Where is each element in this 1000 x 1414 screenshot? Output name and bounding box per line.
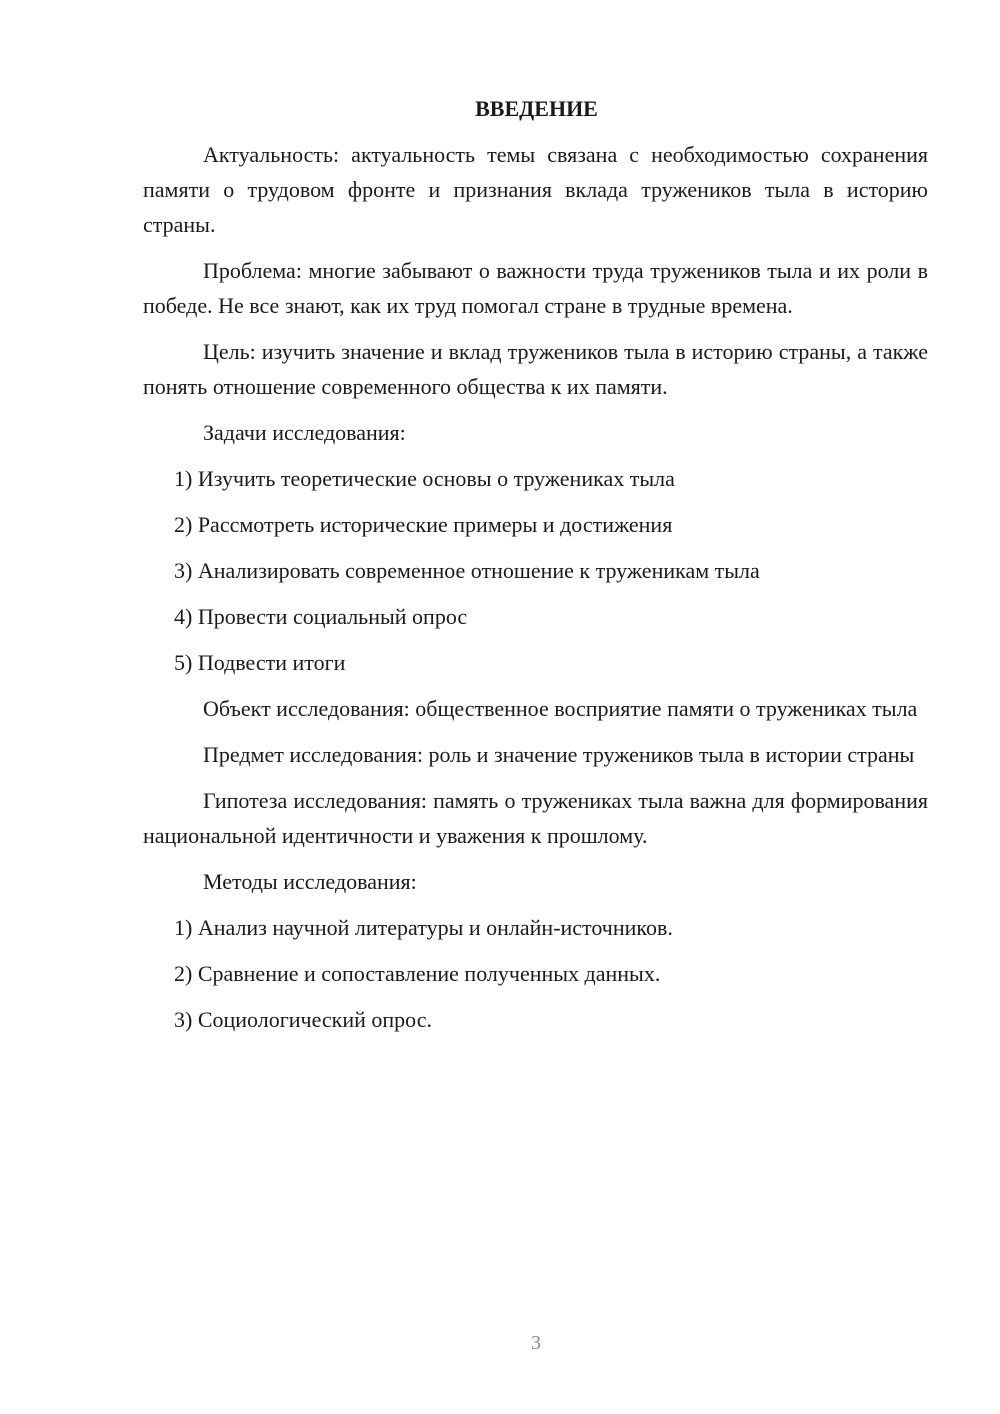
page-content	[143, 94, 928, 1048]
list-item: 1) Изучить теоретические основы о тружениках тыла	[174, 466, 675, 491]
tasks-heading: Задачи исследования:	[203, 420, 406, 445]
list-item: 4) Провести социальный опрос	[174, 604, 468, 629]
list-item: 2) Сравнение и сопоставление полученных данных.	[174, 961, 661, 986]
list-item: 5) Подвести итоги	[174, 650, 346, 675]
methods-heading: Методы исследования:	[203, 869, 417, 894]
methods-list	[143, 910, 928, 1037]
page-number: 3	[531, 1332, 541, 1354]
list-item: 1) Анализ научной литературы и онлайн-источников.	[174, 915, 673, 940]
relevance-paragraph: Актуальность: актуальность темы связана с необходимостью сохранения памяти о трудовом фронте и признания вклада тружеников тыла в историю страны.	[143, 142, 928, 237]
page-title: ВВЕДЕНИЕ	[475, 96, 598, 121]
object-paragraph: Объект исследования: общественное восприятие памяти о тружениках тыла	[203, 696, 918, 721]
list-item: 2) Рассмотреть исторические примеры и достижения	[174, 512, 673, 537]
goal-paragraph: Цель: изучить значение и вклад тружеников тыла в историю страны, а также понять отношение современного общества к их памяти.	[143, 339, 928, 399]
tasks-list	[143, 461, 928, 680]
list-item: 3) Анализировать современное отношение к труженикам тыла	[174, 558, 760, 583]
subject-paragraph: Предмет исследования: роль и значение тружеников тыла в истории страны	[203, 742, 915, 767]
list-item: 3) Социологический опрос.	[174, 1007, 432, 1032]
problem-paragraph: Проблема: многие забывают о важности труда тружеников тыла и их роли в победе. Не все знают, как их труд помогал стране в трудные времена.	[143, 258, 928, 318]
hypothesis-paragraph: Гипотеза исследования: память о тружениках тыла важна для формирования национальной идентичности и уважения к прошлому.	[143, 788, 928, 848]
